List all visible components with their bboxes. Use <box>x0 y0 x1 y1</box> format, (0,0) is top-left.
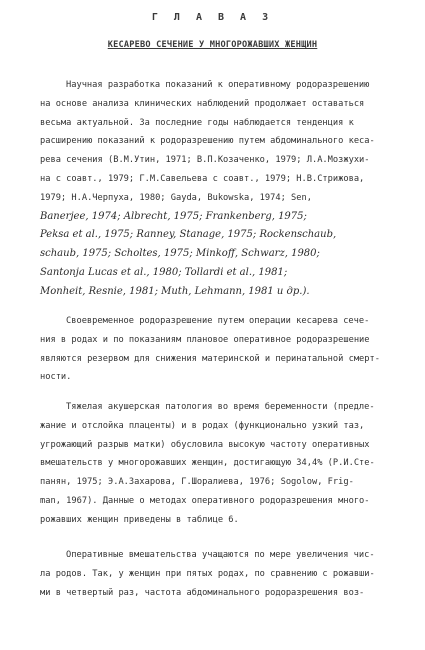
text-line: ми в четвертый раз, частота абдоминального родоразрешения воз- <box>40 587 365 598</box>
paragraph-4 <box>40 546 400 602</box>
text-line: расширению показаний к родоразрешению путем абдоминального кеса- <box>40 136 375 147</box>
text-line: Тяжелая акушерская патология во время беременности (предле- <box>66 402 375 412</box>
handwritten-line: schaub, 1975; Scholtes, 1975; Minkoff, Schwarz, 1980; <box>40 248 320 260</box>
text-line: панян, 1975; Э.А.Захарова, Г.Шоралиева, 1976; Sogolow, Frig- <box>40 477 354 488</box>
paragraph-3 <box>40 398 400 530</box>
paragraph-2 <box>40 312 400 387</box>
text-line: вмешательств у многорожавших женщин, достигающую 34,4% (Р.И.Сте- <box>40 458 375 469</box>
text-line: жание и отслойка плаценты) и в родах (функционально узкий таз, <box>40 420 365 431</box>
text-line: 1979; Н.А.Черпуха, 1980; Gayda, Bukowska, 1974; Sen, <box>40 192 312 203</box>
text-line: ния в родах и по показаниям плановое оперативное родоразрешение <box>40 334 370 345</box>
chapter-heading: Г Л А В А 3 <box>151 12 274 23</box>
text-line: ла родов. Так, у женщин при пятых родах, по сравнению с рожавши- <box>40 568 375 579</box>
text-line: ности. <box>40 372 72 383</box>
handwritten-line: Banerjee, 1974; Albrecht, 1975; Frankenberg, 1975; <box>40 210 307 222</box>
text-line: man, 1967). Данные о методах оперативного родоразрешения много- <box>40 495 370 506</box>
text-line: рожавших женщин приведены в таблице 6. <box>40 514 239 525</box>
text-line: на с соавт., 1979; Г.М.Савельева с соавт., 1979; Н.В.Стрижова, <box>40 173 365 184</box>
text-line: Научная разработка показаний к оперативному родоразрешению <box>66 80 370 90</box>
chapter-title: КЕСАРЕВО СЕЧЕНИЕ У МНОГОРОЖАВШИХ ЖЕНЩИН <box>107 40 318 50</box>
text-line: на основе анализа клинических наблюдений продолжает оставаться <box>40 98 365 109</box>
handwritten-line: Monheit, Resnie, 1981; Muth, Lehmann, 1981 и др.). <box>40 285 310 297</box>
handwritten-line: Peksa et al., 1975; Ranney, Stanage, 1975; Rockenschaub, <box>40 229 337 241</box>
text-line: Оперативные вмешательства учащаются по мере увеличения чис- <box>66 550 375 560</box>
text-line: угрожающий разрыв матки) обусловила высокую частоту оперативных <box>40 439 370 450</box>
paragraph-1 <box>40 76 400 302</box>
text-line: являются резервом для снижения материнской и перинатальной смерт- <box>40 353 380 364</box>
text-line: рева сечения (В.М.Утин, 1971; В.П.Козаченко, 1979; Л.А.Мозжухи- <box>40 155 370 166</box>
text-line: Своевременное родоразрешение путем операции кесарева сече- <box>66 316 370 326</box>
handwritten-line: Santonja Lucas et al., 1980; Tollardi et al., 1981; <box>40 266 288 278</box>
text-line: весьма актуальной. За последние годы наблюдается тенденция к <box>40 117 354 128</box>
